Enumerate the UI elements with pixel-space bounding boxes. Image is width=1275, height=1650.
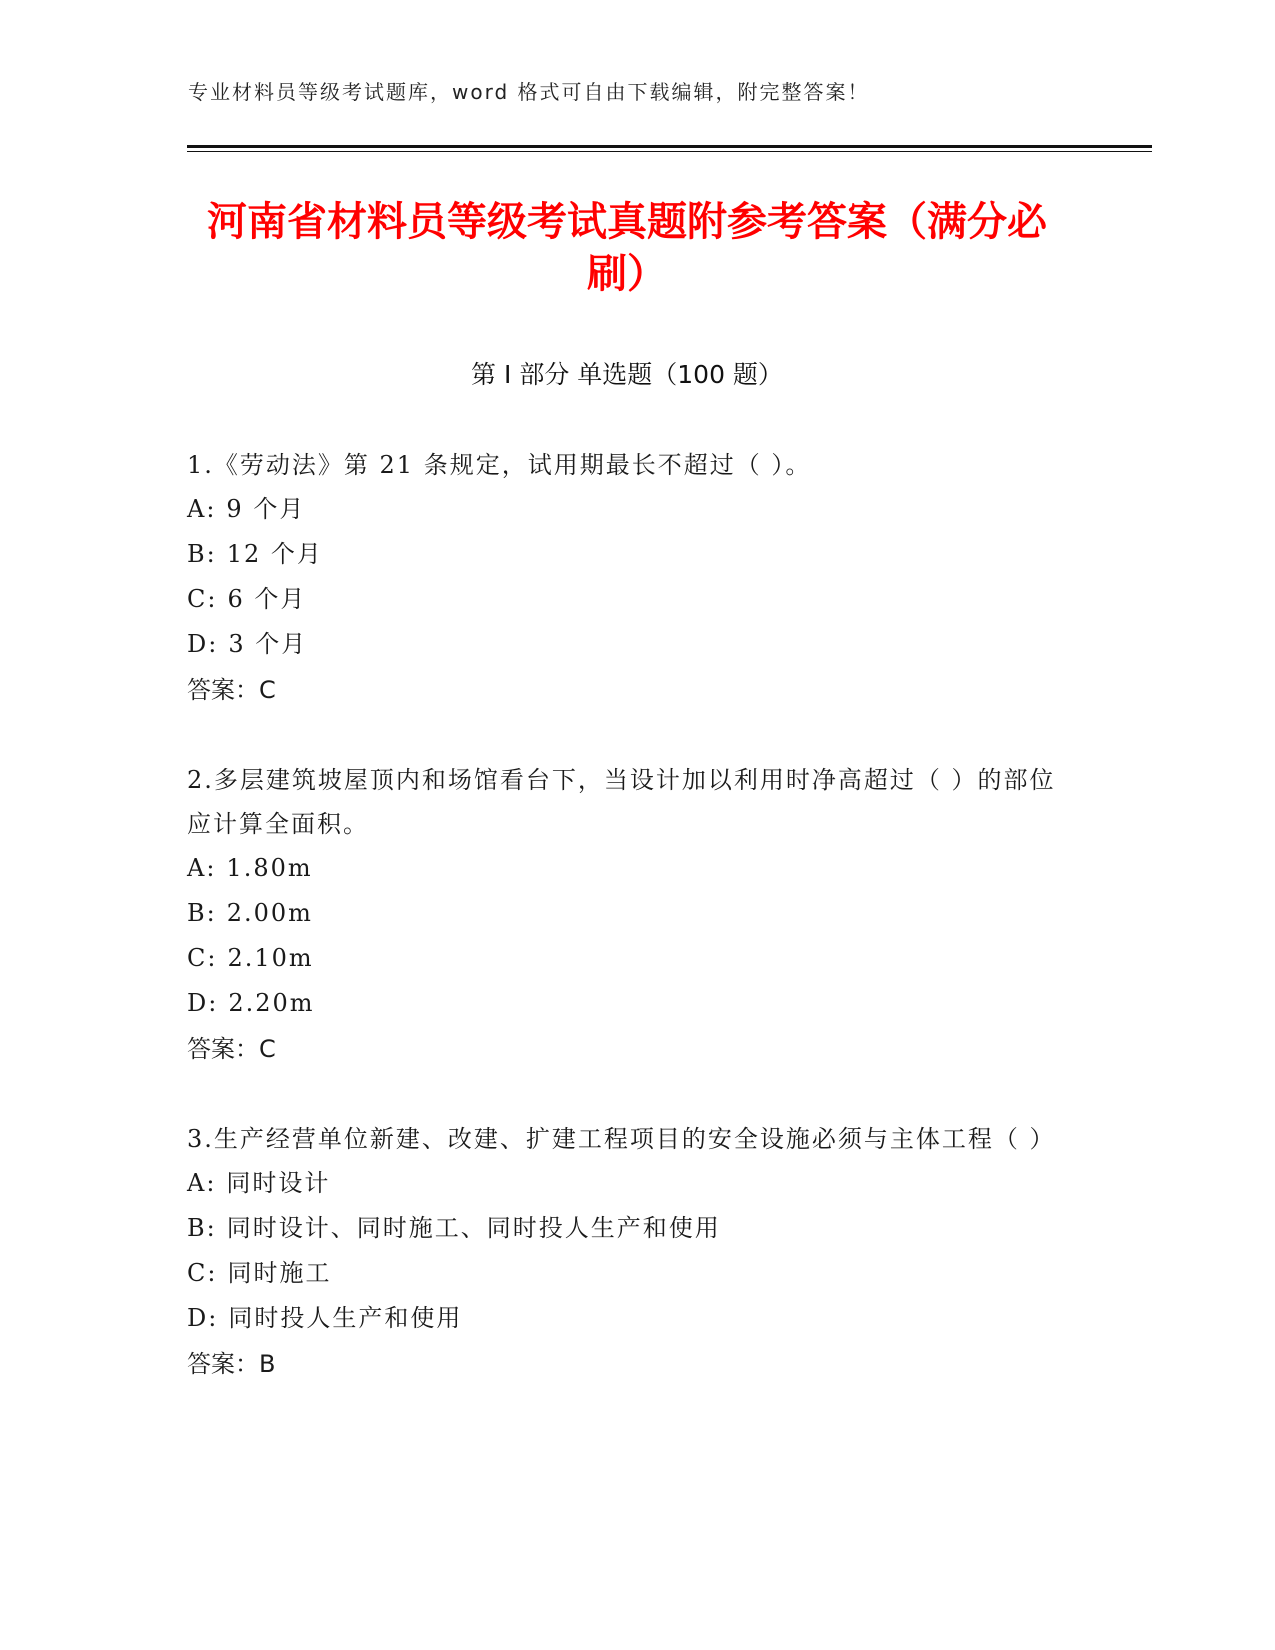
option-b [187, 1206, 1067, 1251]
option-letter: D: [187, 1304, 219, 1332]
option-a [187, 1161, 1067, 1206]
option-text: 2.10m [227, 944, 314, 972]
option-c [187, 1251, 1067, 1296]
question-stem: 3.生产经营单位新建、改建、扩建工程项目的安全设施必须与主体工程（ ） [187, 1125, 1056, 1153]
option-a [187, 846, 1067, 891]
option-text: 3 个月 [228, 630, 308, 658]
answer-line: 答案：C [187, 676, 276, 704]
option-a [187, 487, 1067, 532]
option-text: 12 个月 [226, 540, 323, 568]
question-stem: 2.多层建筑坡屋顶内和场馆看台下，当设计加以利用时净高超过（ ）的部位应计算全面积。 [187, 766, 1056, 838]
header-rule-thick [187, 145, 1152, 148]
option-letter: A: [187, 1169, 217, 1197]
option-text: 2.20m [228, 989, 315, 1017]
option-c [187, 936, 1067, 981]
header-note: 专业材料员等级考试题库，word 格式可自由下载编辑，附完整答案！ [188, 80, 870, 104]
question-2 [187, 758, 1067, 1072]
option-text: 2.00m [226, 899, 313, 927]
option-text: 同时设计 [226, 1169, 331, 1197]
option-letter: A: [187, 495, 217, 523]
option-letter: A: [187, 854, 217, 882]
option-letter: B: [187, 899, 217, 927]
option-text: 9 个月 [226, 495, 306, 523]
option-letter: B: [187, 1214, 217, 1242]
answer-line: 答案：C [187, 1035, 276, 1063]
option-letter: C: [187, 585, 218, 613]
option-letter: D: [187, 630, 219, 658]
option-d [187, 622, 1067, 667]
option-text: 6 个月 [227, 585, 307, 613]
option-text: 1.80m [226, 854, 313, 882]
option-c [187, 577, 1067, 622]
option-text: 同时设计、同时施工、同时投人生产和使用 [226, 1214, 721, 1242]
document-title: 河南省材料员等级考试真题附参考答案（满分必刷） [207, 199, 1047, 297]
question-3 [187, 1117, 1067, 1387]
section-title: 第 I 部分 单选题（100 题） [471, 360, 783, 389]
option-b [187, 891, 1067, 936]
option-d [187, 981, 1067, 1026]
option-text: 同时投人生产和使用 [228, 1304, 463, 1332]
option-letter: C: [187, 944, 218, 972]
option-b [187, 532, 1067, 577]
question-list [187, 443, 1067, 1432]
option-letter: B: [187, 540, 217, 568]
option-d [187, 1296, 1067, 1341]
question-stem: 1.《劳动法》第 21 条规定，试用期最长不超过（ ）。 [187, 451, 812, 479]
header-rule-thin [187, 151, 1152, 152]
option-text: 同时施工 [227, 1259, 332, 1287]
option-letter: C: [187, 1259, 218, 1287]
option-letter: D: [187, 989, 219, 1017]
question-1 [187, 443, 1067, 713]
answer-line: 答案：B [187, 1350, 276, 1378]
